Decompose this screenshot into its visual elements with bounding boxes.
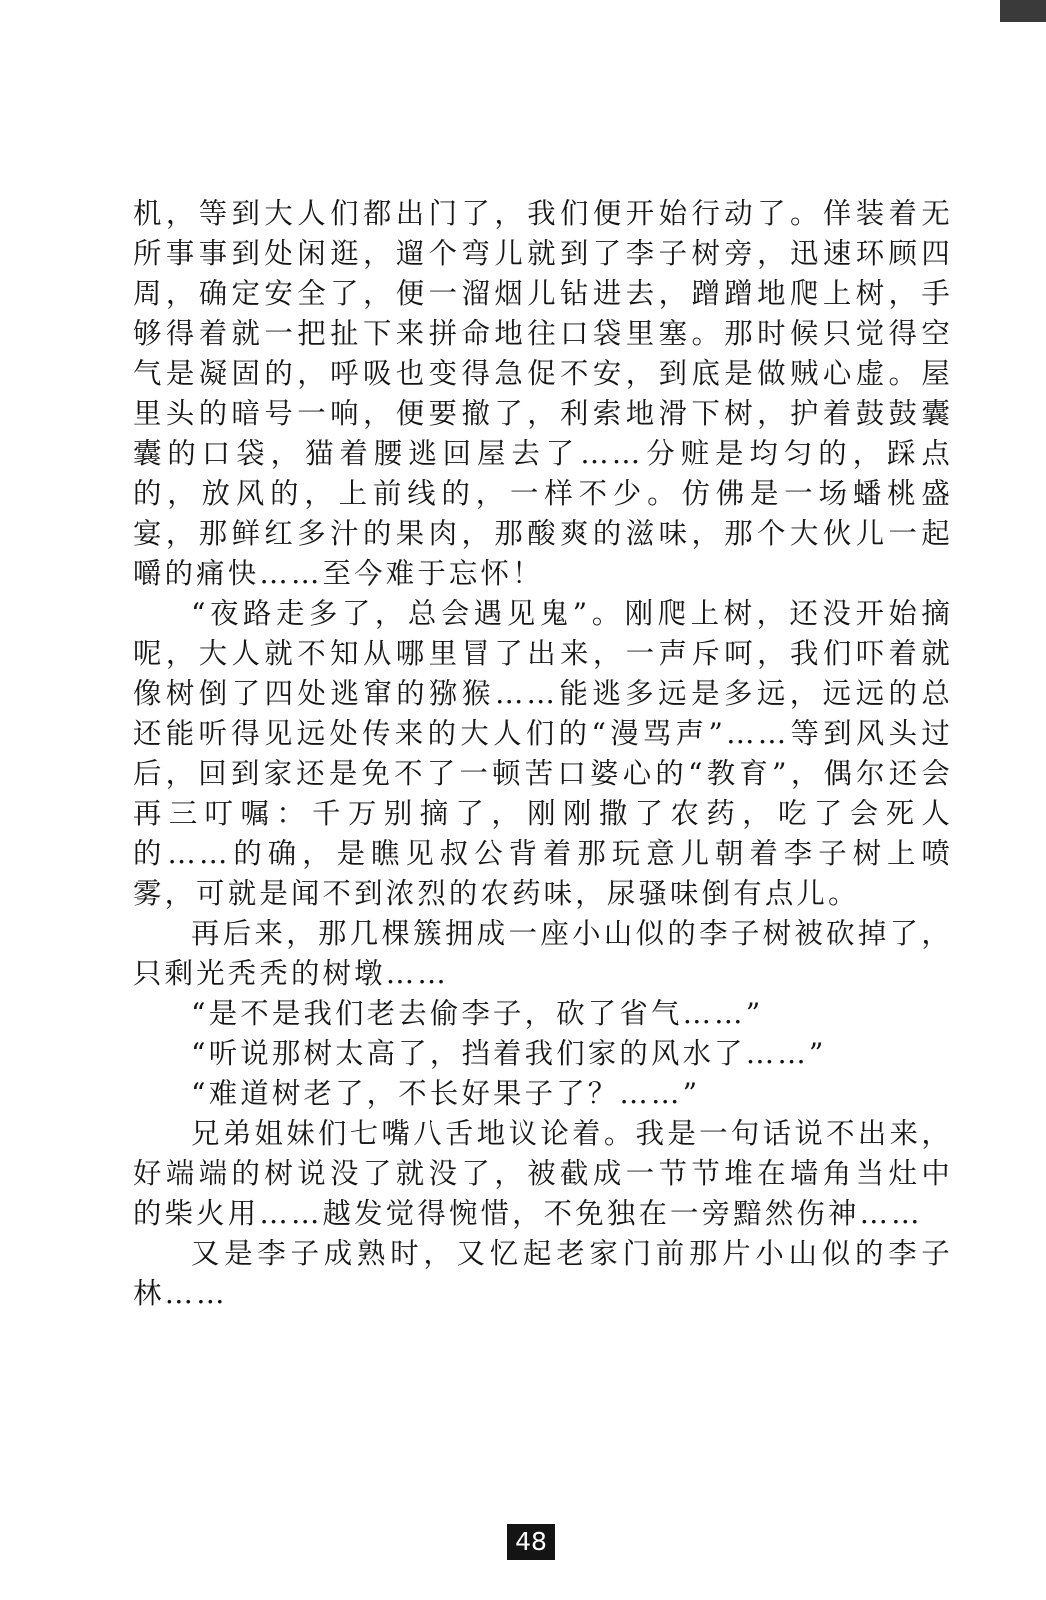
dialogue-line: “听说那树太高了，挡着我们家的风水了……”	[191, 1037, 827, 1070]
paragraph: 又是李子成熟时，又忆起老家门前那片小山似的李子林……	[133, 1237, 953, 1310]
paragraph: 机，等到大人们都出门了，我们便开始行动了。佯装着无所事事到处闲逛，遛个弯儿就到了李子树旁，迅速环顾四周，确定安全了，便一溜烟儿钻进去，蹭蹭地爬上树，手够得着就一把扯下来拼命地往口袋里塞。那时候只觉得空气是凝固的，呼吸也变得急促不安，到底是做贼心虚。屋里头的暗号一响，便要撤了，利索地滑下树，护着鼓鼓囊囊的口袋，猫着腰逃回屋去了……分赃是均匀的，踩点的，放风的，上前线的，一样不少。仿佛是一场蟠桃盛宴，那鲜红多汁的果肉，那酸爽的滋味，那个大伙儿一起嚼的痛快……至今难于忘怀！	[133, 197, 953, 590]
dialogue-line: “难道树老了，不长好果子了？……”	[191, 1077, 701, 1110]
paragraph: “夜路走多了，总会遇见鬼”。刚爬上树，还没开始摘呢，大人就不知从哪里冒了出来，一声斥呵，我们吓着就像树倒了四处逃窜的猕猴……能逃多远是多远，远远的总还能听得见远处传来的大人们的“漫骂声”……等到风头过后，回到家还是免不了一顿苦口婆心的“教育”，偶尔还会再三叮嘱：千万别摘了，刚刚撒了农药，吃了会死人的……的确，是瞧见叔公背着那玩意儿朝着李子树上喷雾，可就是闻不到浓烈的农药味，尿骚味倒有点儿。	[133, 597, 953, 910]
scan-edge-mark	[1000, 0, 1046, 22]
paragraph: 兄弟姐妹们七嘴八舌地议论着。我是一句话说不出来，好端端的树说没了就没了，被截成一节节堆在墙角当灶中的柴火用……越发觉得惋惜，不免独在一旁黯然伤神……	[133, 1117, 953, 1230]
paragraph: 再后来，那几棵簇拥成一座小山似的李子树被砍掉了，只剩光秃秃的树墩……	[133, 917, 953, 990]
page-body	[133, 194, 953, 1314]
page-number: 48	[507, 1524, 555, 1560]
dialogue-line: “是不是我们老去偷李子，砍了省气……”	[191, 997, 764, 1030]
